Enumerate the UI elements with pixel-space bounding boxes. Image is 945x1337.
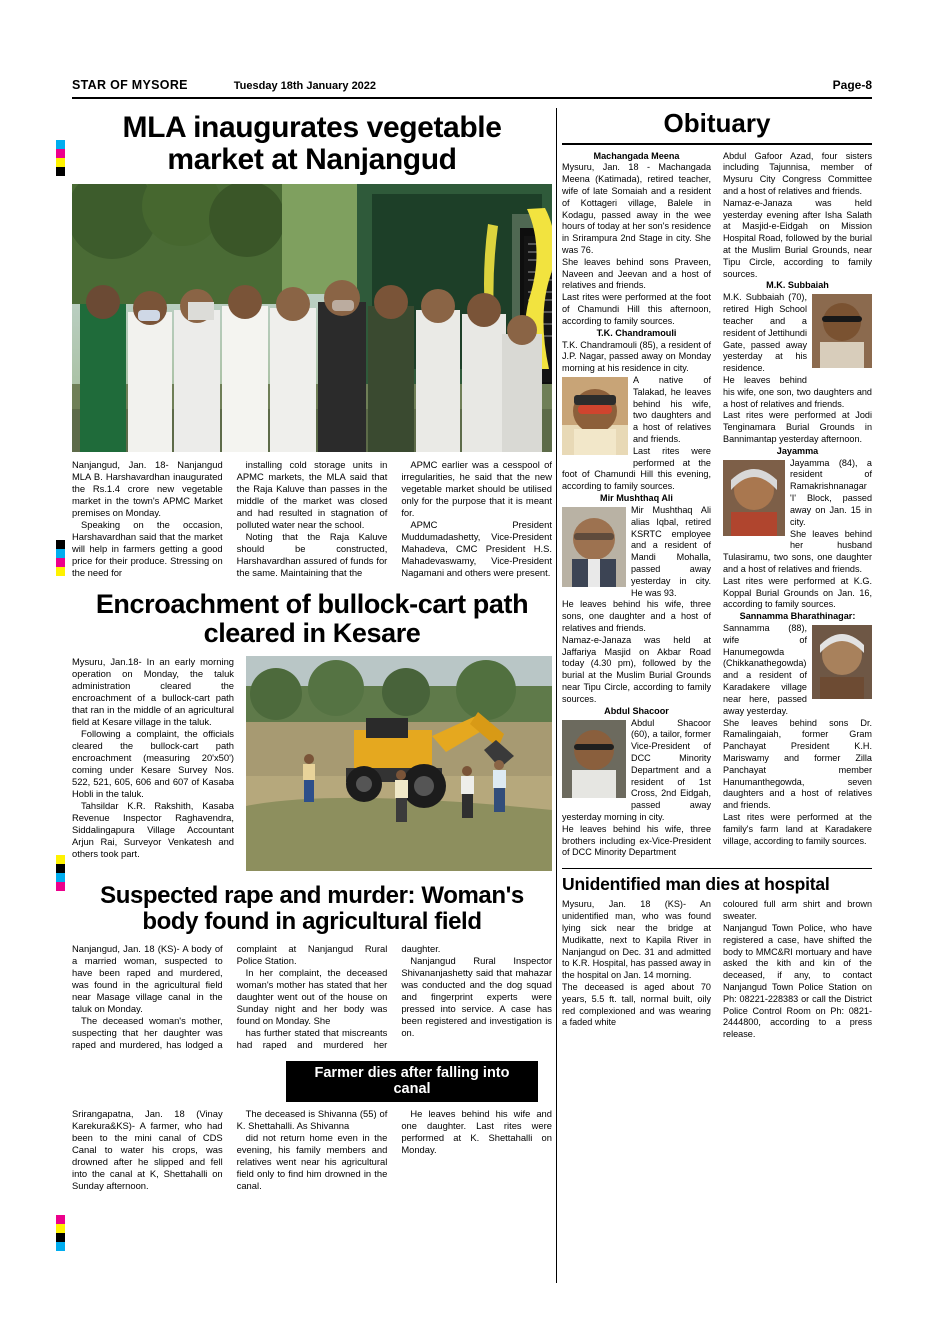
article4-para-1: Srirangapatna, Jan. 18 (Vinay Karekura&KS)- A farmer, who had been to the mini canal of CDS Canal to water his crops, was drowned after he slipped and fell into the canal at K, Shettahalli on Sunday afternoon.	[72, 1107, 223, 1192]
obituary-name-6: Jayamma	[776, 445, 819, 456]
article2-photo	[246, 656, 552, 871]
obituary-4-cont-2: Namaz-e-Janaza was held yesterday evening after Isha Salath at Masjid-e-Eidgah on Mission Hospital Road, followed by the burial at the Muslim Burial Grounds, near Tipu Circle, according to family sources.	[723, 197, 872, 279]
right-column	[562, 108, 872, 1041]
obituary-3-para-3: Namaz-e-Janaza was held at Jaffariya Masjid on Akbar Road today (4.30 pm), followed by the burial at the Muslim Burial Grounds near Tipu Circle, according to family sources.	[562, 634, 711, 704]
portrait-graphic	[723, 460, 785, 536]
article2-body	[72, 656, 234, 871]
masthead	[72, 78, 872, 92]
obituary-name-7: Sannamma Bharathinagar:	[739, 611, 856, 622]
hospital-para-2: The deceased is aged about 70 years, 5.5 ft. tall, normal built, oily red complexioned and was wearing a faded white	[562, 981, 711, 1028]
article1-body	[72, 459, 552, 579]
article1-para-6: APMC President Muddumadashetty, Vice-President Mahadeva, CMC President H.S. Mahadevaswamy, Vice-President Nagamani and others were present.	[401, 519, 552, 579]
obituary-4-para-1: Abdul Shacoor (60), a tailor, former Vice-President of DCC Minority Department and a resident of 1st Cross, 2nd Eidgah, passed away yesterday morning in city.	[562, 717, 711, 822]
obituary-name-5: M.K. Subbaiah	[766, 280, 829, 291]
left-column	[72, 108, 552, 1192]
obituary-7-para-3: Last rites were performed at the family's farm land at Karadakere village, according to family sources.	[723, 812, 872, 846]
earthmover-photo-graphic	[246, 656, 552, 871]
obituary-5-para-2: He leaves behind his wife, one son, two daughters and a host of relatives and friends.	[723, 374, 872, 409]
article1-para-1: Nanjangud, Jan. 18- Nanjangud MLA B. Harshavardhan inaugurated the Rs.1.4 crore new vegetable market in the town's APMC Market premises on Monday.	[72, 459, 223, 519]
article1-photo	[72, 184, 552, 452]
portrait-graphic	[562, 720, 626, 798]
inauguration-photo-graphic	[72, 184, 552, 452]
article3-headline: Suspected rape and murder: Woman's body found in agricultural field	[100, 881, 524, 935]
hospital-para-1: Mysuru, Jan. 18 (KS)- An unidentified man, who was found lying sick near the bridge at Mudikatte, next to Kapila River in Nanjangud on Dec. 31 and admitted to K.R. Hospital, has passed away in the hospital on Jan. 14 morning.	[562, 899, 711, 981]
obituary-portrait-subbaiah	[812, 294, 872, 373]
article3-para-3: In her complaint, the deceased woman's mother has stated that her daughter went out of the house on Sunday night and her body was found on Monday. She	[236, 966, 388, 1026]
obituary-5-para-1: M.K. Subbaiah (70), retired High School teacher and a resident of Jettihundi Gate, passed away yesterday at his residence.	[723, 292, 807, 374]
article2-para-1: Mysuru, Jan.18- In an early morning operation on Monday, the taluk administration cleared the encroachment of a bullock-cart path that ran in the middle of an agricultural field at Kesare village in the taluk.	[72, 655, 234, 727]
publication-date: Tuesday 18th January 2022	[233, 80, 377, 92]
article3-para-2: The deceased woman's mother, suspecting that her daughter was raped and murdered, has lodged a complaint at Nanjangud Rural Police Station.	[72, 942, 388, 1050]
article1-para-2: Speaking on the occasion, Harshavardhan said that the market will help in farmers getting a good price for their produce. Stressing on the need for	[72, 519, 223, 579]
obituary-rule	[562, 143, 872, 145]
obituary-name-2: T.K. Chandramouli	[596, 327, 677, 338]
obituary-7-para-2: She leaves behind sons Dr. Ramalingaiah, former Gram Panchayat President K.H. Mariswamy and former Zilla Panchayat member Hanumanthegowda, seven daughters and a host of relatives and friends.	[723, 717, 872, 811]
obituary-2-para-1: T.K. Chandramouli (85), a resident of J.P. Nagar, passed away on Monday morning at his residence in city.	[562, 339, 711, 374]
obituary-portrait-shacoor	[562, 720, 626, 803]
article2-para-2: Following a complaint, the officials cleared the bullock-cart path encroachment (measuring 20'x50') coming under Kesare Survey Nos. 522, 521, 605, 606 and 607 of Kasaba Hobli in the taluk.	[72, 728, 234, 800]
obituary-7-para-1: Sannamma (88), wife of Hanumegowda (Chikkanathegowda) and a resident of Karadakere village near here, passed away yesterday.	[723, 623, 807, 716]
obituary-2-para-3: Last rites were performed at the foot of Chamundi Hill this evening, according to family sources.	[562, 445, 711, 492]
obituary-title: Obituary	[663, 108, 771, 138]
obituary-1-para-3: Last rites were performed at the foot of Chamundi Hill this afternoon, according to family sources.	[562, 292, 711, 326]
obituary-portrait-mushthaq	[562, 507, 626, 592]
article1-para-5: APMC earlier was a cesspool of irregularities, he said that the new vegetable market should be utilised only for the purpose that it is meant for.	[401, 459, 552, 519]
article1-para-3: installing cold storage units in APMC markets, the MLA said that the Raja Kaluve than passes in the middle of the market was closed and had resulted in stagnation of polluted water near the school.	[236, 459, 388, 531]
registration-bar-lower	[56, 855, 65, 891]
obituary-4-cont-1: Abdul Gafoor Azad, four sisters including Tajunnisa, member of Mysuru City Congress Committee and a host of relatives and friends.	[723, 150, 872, 196]
article3-para-1: Nanjangud, Jan. 18 (KS)- A body of a married woman, suspected to have been raped and murdered, was found in the agricultural field near Masage village canal in the taluk on Monday.	[72, 942, 223, 1014]
obituary-1-para-1: Mysuru, Jan. 18 - Machangada Meena (Katimada), retired teacher, wife of late Somaiah and a resident of Kottageri village, Balele in Kodagu, passed away in the wee hours of today at her son's residence in Srirampura 2nd Stage in city. She was 76.	[562, 162, 711, 255]
portrait-graphic	[562, 507, 626, 587]
obituary-3-para-1: Mir Mushthaq Ali alias Iqbal, retired KSRTC employee and a resident of Mandi Mohalla, passed away yesterday in city. He was 93.	[631, 504, 711, 598]
hospital-para-4: Nanjangud Town Police, who have registered a case, have shifted the body to MMC&RI mortuary and have asked the kith and kin of the deceased, if any, to contact Nanjangud Town Police Station on Ph: 08221-228383 or call the District Police Control Room on Ph: 0821-2444800, according to a press release.	[723, 922, 872, 1040]
hospital-headline: Unidentified man dies at hospital	[562, 874, 830, 895]
article3-body	[72, 943, 552, 1051]
article3-para-4: has further stated that miscreants had raped and murdered her daughter.	[236, 942, 441, 1050]
obituary-name-3: Mir Mushthaq Ali	[600, 493, 673, 504]
publication-title: STAR OF MYSORE	[72, 78, 188, 92]
article1-headline: MLA inaugurates vegetable market at Nanjangud	[122, 111, 502, 177]
portrait-graphic	[812, 294, 872, 368]
obituary-name-1: Machangada Meena	[593, 150, 680, 161]
obituary-6-para-2: She leaves behind her husband Tulasiramu, two sons, one daughter and a host of relatives and friends.	[723, 528, 872, 574]
obituary-portrait-sannamma	[812, 625, 872, 704]
obituary-2-para-2: A native of Talakad, he leaves behind his wife, two daughters and a host of relatives and friends.	[633, 374, 711, 444]
obituary-5-para-3: Last rites were performed at Jodi Tenginamara Burial Grounds in Bannimantap yesterday afternoon.	[723, 410, 872, 444]
article4-para-3: did not return home even in the evening, his family members and relatives went near his agricultural field only to find him drowned in the canal.	[236, 1131, 388, 1192]
obituary-4-para-2: He leaves behind his wife, three brothers including ex-Vice-President of DCC Minority Department	[562, 823, 711, 858]
obituary-3-para-2: He leaves behind his wife, three sons, one daughter and a host of relatives and friends.	[562, 599, 711, 633]
hospital-para-3: coloured full arm shirt and brown sweater.	[723, 899, 872, 922]
obituary-1-para-2: She leaves behind sons Praveen, Naveen and Jeevan and a host of relatives and friends.	[562, 256, 711, 291]
obituary-6-para-3: Last rites were performed at K.G. Koppal Burial Grounds on Jan. 16, according to family sources.	[723, 575, 872, 610]
column-divider	[556, 108, 557, 1283]
article4-banner-headline: Farmer dies after falling into canal	[286, 1061, 538, 1102]
portrait-graphic	[812, 625, 872, 699]
article4-para-4: He leaves behind his wife and one daughter. Last rites were performed at K. Shettahalli on Monday.	[401, 1107, 552, 1155]
registration-bar-mid	[56, 540, 65, 576]
obituary-name-4: Abdul Shacoor	[604, 705, 669, 716]
article2-headline: Encroachment of bullock-cart path cleared in Kesare	[95, 588, 529, 648]
article1-para-4: Noting that the Raja Kaluve should be constructed, Harshavardhan assured of funds for the same. Maintaining that the	[236, 531, 388, 579]
article2-para-3: Tahsildar K.R. Rakshith, Kasaba Revenue Inspector Raghavendra, Siddalingapura Village Accountant Arjun Rai, Surveyor Venkatesh and others took part.	[72, 800, 234, 860]
article3-para-5: Nanjangud Rural Inspector Shivananjashetty said that mahazar was conducted and the dog squad and fingerprint experts were pressed into service. A case has been registered and investigation is on.	[401, 954, 552, 1038]
page-number: Page-8	[832, 78, 872, 92]
obituary-portrait-chandramouli	[562, 377, 628, 460]
obituary-portrait-jayamma	[723, 460, 785, 541]
hospital-body	[562, 899, 872, 1041]
article4-para-2: The deceased is Shivanna (55) of K. Shettahalli. As Shivanna	[236, 1107, 388, 1131]
registration-bar-bottom	[56, 1215, 65, 1251]
obituary-entries	[562, 151, 872, 860]
registration-bar-top	[56, 140, 65, 176]
obituary-6-para-1: Jayamma (84), a resident of Ramakrishnanagar 'I' Block, passed away on Jan. 15 in city.	[790, 457, 872, 527]
article4-body	[72, 1108, 552, 1192]
masthead-rule	[72, 97, 872, 99]
portrait-graphic	[562, 377, 628, 455]
